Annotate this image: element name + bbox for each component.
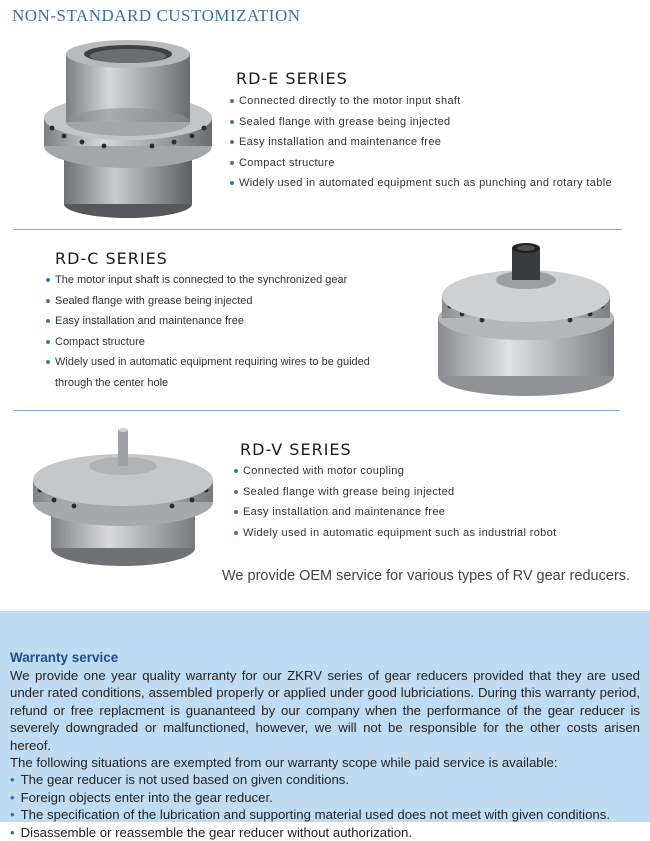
list-item: through the center hole [55,376,169,389]
rd-e-series-title: RD-E SERIES [236,69,348,88]
list-item: Easy installation and maintenance free [230,132,612,153]
warranty-section [0,611,650,840]
list-item: Connected with motor coupling [234,461,557,482]
list-item: • Disassemble or reassemble the gear reducer without authorization. [10,824,640,841]
list-item: The motor input shaft is connected to the synchronized gear [46,270,370,291]
rd-c-feature-list [46,270,370,393]
list-item: • The specification of the lubrication and supporting material used does not meet with given conditions. [10,806,640,823]
rd-e-feature-list [230,91,612,194]
section-divider [14,229,622,230]
rd-c-series-title: RD-C SERIES [55,249,168,268]
list-item: Compact structure [230,153,612,174]
rd-v-reducer-image [26,424,220,574]
list-item: Widely used in automatic equipment requiring wires to be guided [46,352,370,373]
list-item: Connected directly to the motor input shaft [230,91,612,112]
oem-note: We provide OEM service for various types of RV gear reducers. [222,568,631,584]
list-item: Easy installation and maintenance free [234,502,557,523]
list-item: • Foreign objects enter into the gear reducer. [10,789,640,806]
rd-e-reducer-image [38,36,218,226]
rd-v-series-title: RD-V SERIES [240,440,352,459]
list-item: Compact structure [46,332,370,353]
list-item: Sealed flange with grease being injected [230,112,612,133]
list-item: Widely used in automated equipment such as punching and rotary table [230,173,612,194]
warranty-title: Warranty service [10,650,119,665]
list-item: Widely used in automatic equipment such as industrial robot [234,523,557,544]
rd-v-feature-list [234,461,557,543]
page-title: NON-STANDARD CUSTOMIZATION [12,6,301,25]
rd-c-reducer-image [432,236,620,404]
list-item: Easy installation and maintenance free [46,311,370,332]
list-item: Sealed flange with grease being injected [46,291,370,312]
warranty-paragraph: We provide one year quality warranty for our ZKRV series of gear reducers provided that they are used under rated conditions, assembled properly or applied under good lubriciations. During this warranty period, refund or free replacment is guananteed by our company when the performance of the gear reducer is severely downgraded or malfunctioned, however, we will not be responsible for the other costs arisen hereof. [10,668,640,753]
list-item: • The gear reducer is not used based on given conditions. [10,771,640,788]
warranty-exemption-list [10,771,640,841]
section-divider [14,410,620,411]
list-item: Sealed flange with grease being injected [234,482,557,503]
warranty-exemption-intro: The following situations are exempted from our warranty scope while paid service is available: [10,755,558,771]
